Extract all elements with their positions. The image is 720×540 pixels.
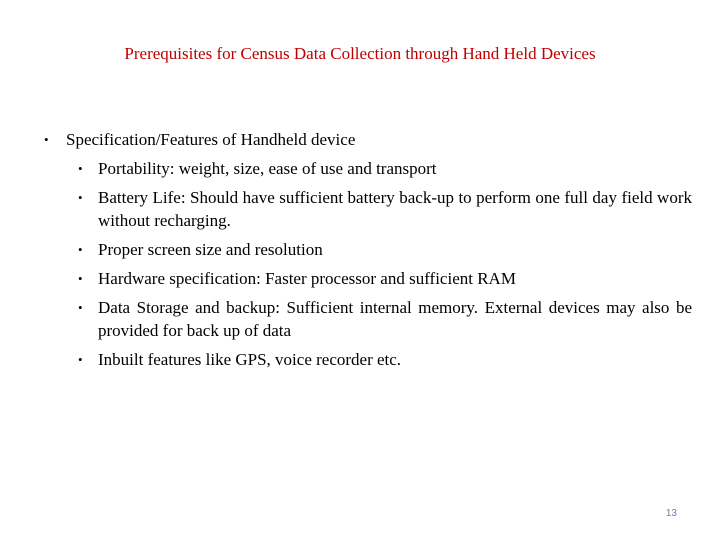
bullet-list	[44, 128, 692, 377]
sub-bullet-text: Inbuilt features like GPS, voice recorder etc.	[98, 350, 402, 369]
sub-bullet-screen	[78, 238, 692, 261]
sub-bullet-text: Battery Life: Should have sufficient battery back-up to perform one full day field work without recharging.	[98, 188, 692, 230]
sub-bullet-storage	[78, 296, 692, 342]
bullet-icon: •	[78, 242, 83, 257]
sub-bullet-portability	[78, 157, 692, 180]
page-number: 13	[665, 508, 677, 519]
bullet-icon: •	[78, 190, 83, 205]
sub-bullet-features	[78, 348, 692, 371]
bullet-icon: •	[44, 132, 49, 147]
bullet-icon: •	[78, 161, 83, 176]
sub-bullet-text: Data Storage and backup: Sufficient internal memory. External devices may also be provided for back up of data	[98, 298, 692, 340]
sub-bullet-text: Proper screen size and resolution	[98, 240, 323, 259]
bullet-icon: •	[78, 271, 83, 286]
sub-bullet-hardware	[78, 267, 692, 290]
sub-bullet-text: Portability: weight, size, ease of use and transport	[98, 159, 437, 178]
slide-title: Prerequisites for Census Data Collection through Hand Held Devices	[124, 44, 596, 63]
sub-bullet-text: Hardware specification: Faster processor and sufficient RAM	[98, 269, 516, 288]
bullet-icon: •	[78, 352, 83, 367]
bullet-item-main	[44, 128, 692, 151]
bullet-text: Specification/Features of Handheld device	[66, 130, 356, 149]
sub-bullet-battery-life	[78, 186, 692, 232]
bullet-icon: •	[78, 300, 83, 315]
